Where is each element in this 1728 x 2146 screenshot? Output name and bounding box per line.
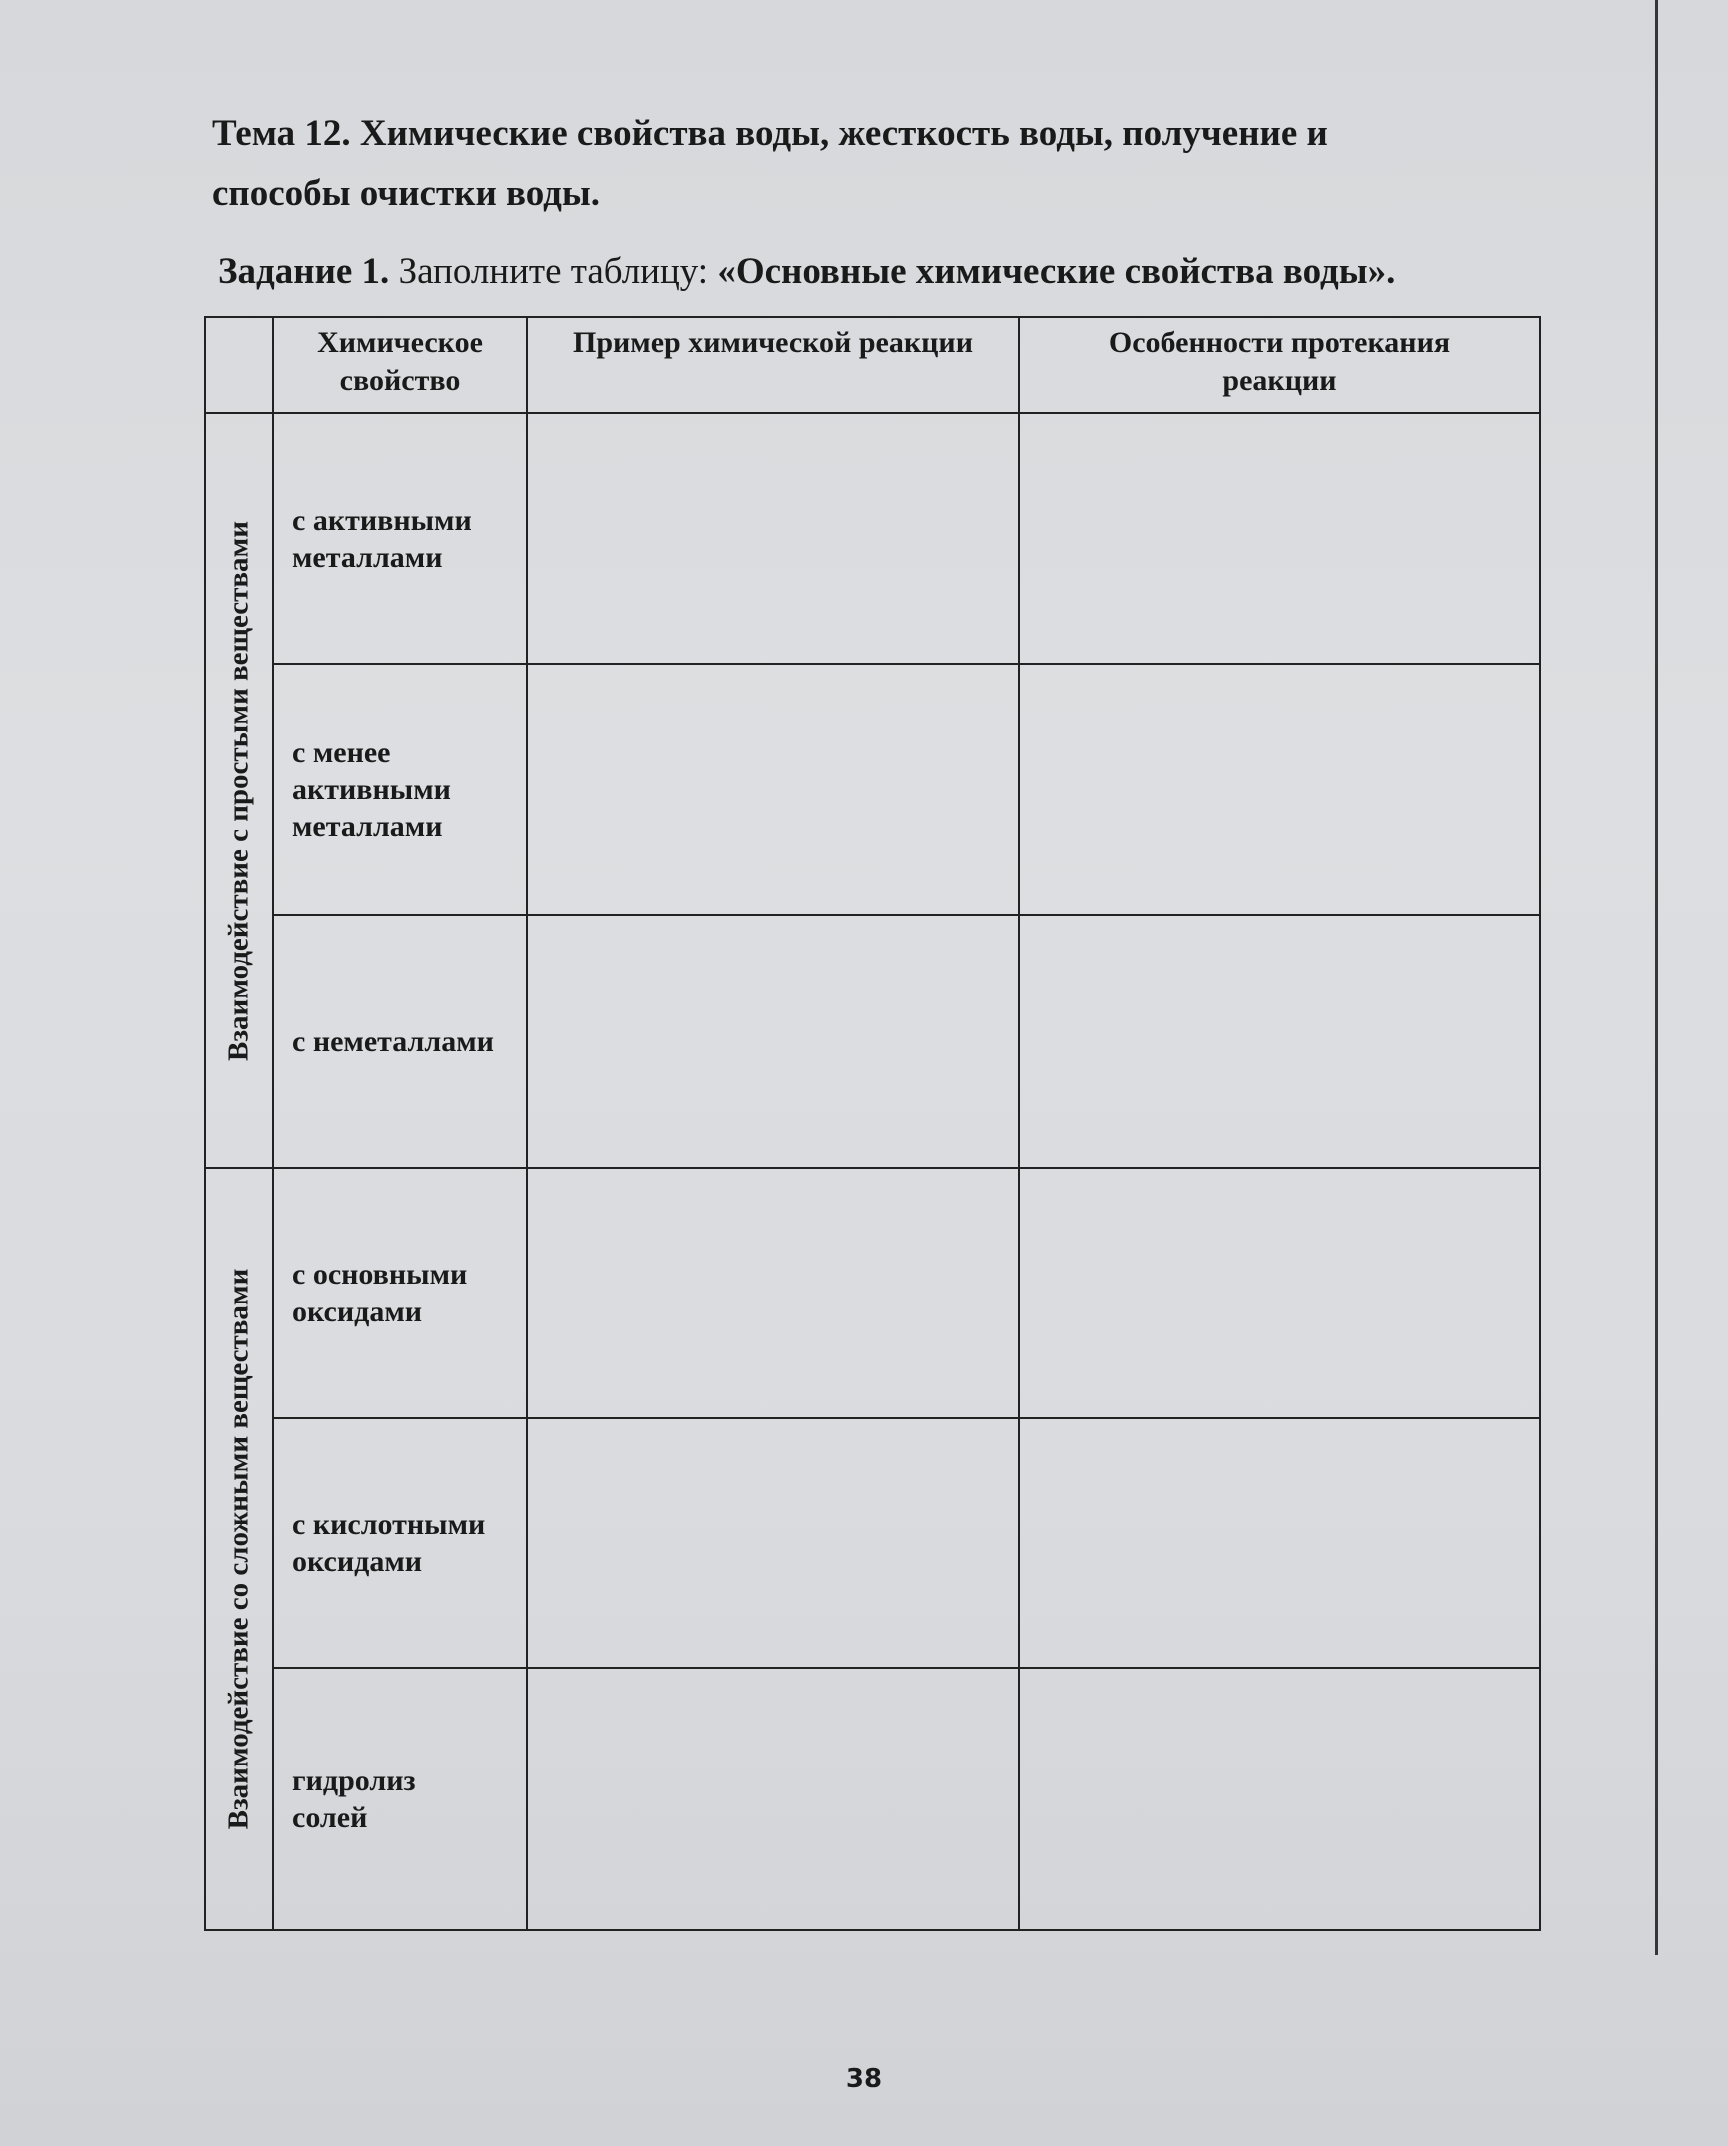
property-cell xyxy=(273,413,527,664)
features-answer-cell[interactable] xyxy=(1019,915,1540,1168)
example-answer-cell[interactable] xyxy=(527,915,1019,1168)
property-cell xyxy=(273,1668,527,1930)
features-answer-cell[interactable] xyxy=(1019,413,1540,664)
group-label-simple-substances xyxy=(205,413,273,1168)
properties-table-wrapper xyxy=(204,316,1541,1931)
example-answer-cell[interactable] xyxy=(527,664,1019,915)
task-instruction: Заполните таблицу: xyxy=(389,251,718,292)
header-features-line-1: Особенности протекания xyxy=(1108,326,1451,359)
page-edge-line xyxy=(1655,0,1658,1955)
property-cell xyxy=(273,1168,527,1418)
property-line: активными xyxy=(292,773,451,806)
property-line: оксидами xyxy=(292,1545,423,1578)
header-example-text: Пример химической реакции xyxy=(573,326,973,359)
header-property-line-1: Химическое xyxy=(317,326,483,359)
property-cell xyxy=(273,915,527,1168)
group-label-complex-substances xyxy=(205,1168,273,1930)
table-row xyxy=(205,915,1540,1168)
header-features-line-2: реакции xyxy=(1222,364,1337,397)
features-answer-cell[interactable] xyxy=(1019,1168,1540,1418)
table-row xyxy=(205,664,1540,915)
header-example xyxy=(527,317,1019,413)
task-label: Задание 1. xyxy=(218,251,390,292)
table-row xyxy=(205,1418,1540,1668)
table-row xyxy=(205,1168,1540,1418)
property-line: с активными xyxy=(292,503,472,537)
header-features xyxy=(1019,317,1540,413)
property-line: с основными xyxy=(292,1258,468,1291)
example-answer-cell[interactable] xyxy=(527,1168,1019,1418)
features-answer-cell[interactable] xyxy=(1019,1418,1540,1668)
title-line-2: способы очистки воды. xyxy=(212,173,601,214)
property-line: с кислотными xyxy=(292,1508,486,1541)
group-label-text: Взаимодействие с простыми веществами xyxy=(222,520,255,1061)
features-answer-cell[interactable] xyxy=(1019,664,1540,915)
property-cell xyxy=(273,1418,527,1668)
property-line: металлами xyxy=(292,540,443,574)
property-line: гидролиз xyxy=(292,1764,416,1797)
water-properties-table xyxy=(204,316,1541,1931)
table-row xyxy=(205,1668,1540,1930)
task-heading xyxy=(218,246,1518,298)
property-line: металлами xyxy=(292,810,443,843)
property-line: с неметаллами xyxy=(292,1025,494,1058)
features-answer-cell[interactable] xyxy=(1019,1668,1540,1930)
group-label-text: Взаимодействие со сложными веществами xyxy=(222,1268,255,1830)
property-line: солей xyxy=(292,1801,368,1834)
property-line: с менее xyxy=(292,736,391,769)
page-title xyxy=(212,104,1512,224)
example-answer-cell[interactable] xyxy=(527,1418,1019,1668)
title-line-1: Тема 12. Химические свойства воды, жесткость воды, получение и xyxy=(212,113,1328,154)
property-cell xyxy=(273,664,527,915)
table-header-row xyxy=(205,317,1540,413)
table-row xyxy=(205,413,1540,664)
header-property-line-2: свойство xyxy=(339,364,461,397)
example-answer-cell[interactable] xyxy=(527,413,1019,664)
header-empty-cell xyxy=(205,317,273,413)
property-line: оксидами xyxy=(292,1295,423,1328)
task-table-name: «Основные химические свойства воды». xyxy=(717,251,1396,292)
page-number: 38 xyxy=(845,2064,883,2094)
example-answer-cell[interactable] xyxy=(527,1668,1019,1930)
header-property xyxy=(273,317,527,413)
